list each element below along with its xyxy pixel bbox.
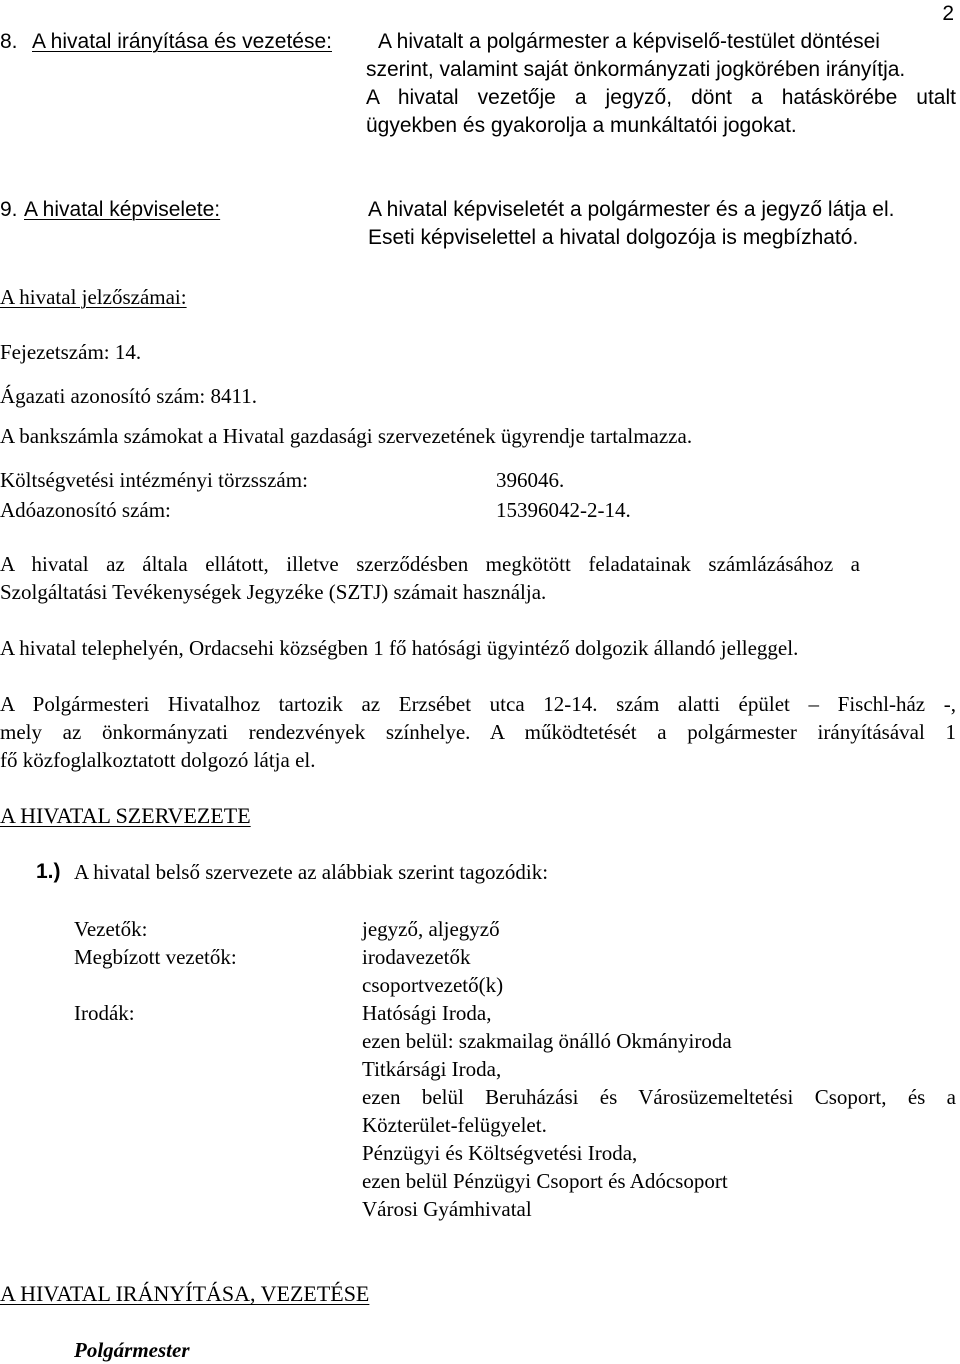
item-8-line-4: ügyekben és gyakorolja a munkáltatói jogokat. [366,114,797,137]
item-9-line-2: Eseti képviselettel a hivatal dolgozója is megbízható. [368,226,859,249]
item-8-line-2: szerint, valamint saját önkormányzati jogkörében irányítja. [366,58,906,81]
value-office-2: ezen belül: szakmailag önálló Okmányiroda [362,1029,732,1053]
value-leaders: jegyző, aljegyző [362,917,500,941]
sztj-line-1: A hivatal az általa ellátott, illetve szerződésben megkötött feladatainak számlázásához a [0,552,860,576]
value-office-6: Pénzügyi és Költségvetési Iroda, [362,1141,638,1165]
item-8-line-1: A hivatalt a polgármester a képviselő-testület döntései [378,30,880,53]
item-9-line-1: A hivatal képviseletét a polgármester és a jegyző látja el. [368,198,895,221]
tax-label: Adóazonosító szám: [0,498,171,522]
building-line-3: fő közfoglalkoztatott dolgozó látja el. [0,748,316,772]
point-text: A hivatal belső szervezete az alábbiak szerint tagozódik: [74,860,549,884]
value-office-3: Titkársági Iroda, [362,1057,502,1081]
item-9-title: A hivatal képviselete: [24,198,221,221]
label-offices: Irodák: [74,1001,135,1025]
label-delegated: Megbízott vezetők: [74,945,237,969]
site-paragraph: A hivatal telephelyén, Ordacsehi községben 1 fő hatósági ügyintéző dolgozik állandó jelleggel. [0,636,799,660]
sector-id: Ágazati azonosító szám: 8411. [0,384,257,408]
governance-heading: A HIVATAL IRÁNYÍTÁSA, VEZETÉSE [0,1281,370,1306]
bank-note: A bankszámla számokat a Hivatal gazdasági szervezetének ügyrendje tartalmazza. [0,424,693,448]
building-line-1: A Polgármesteri Hivatalhoz tartozik az Erzsébet utca 12-14. szám alatti épület – Fischl-ház -, [0,692,956,716]
point-number: 1.) [36,860,61,883]
building-line-2: mely az önkormányzati rendezvények színhelye. A működtetését a polgármester irányításával 1 [0,720,956,744]
value-office-5: Közterület-felügyelet. [362,1113,547,1137]
page-number: 2 [942,2,954,25]
tax-value: 15396042-2-14. [496,498,631,522]
sztj-line-2: Szolgáltatási Tevékenységek Jegyzéke (SZTJ) számait használja. [0,580,547,604]
structure-heading: A HIVATAL SZERVEZETE [0,803,251,828]
codes-heading: A hivatal jelzőszámai: [0,285,187,309]
item-8-line-3: A hivatal vezetője a jegyző, dönt a hatáskörébe utalt [366,86,956,109]
value-office-4: ezen belül Beruházási és Városüzemeltetési Csoport, és a [362,1085,956,1109]
governance-subheading: Polgármester [74,1338,190,1362]
item-9-number: 9. [0,198,18,221]
item-8-number: 8. [0,30,18,53]
value-office-7: ezen belül Pénzügyi Csoport és Adócsoport [362,1169,728,1193]
registry-value: 396046. [496,468,565,492]
value-office-1: Hatósági Iroda, [362,1001,492,1025]
value-office-8: Városi Gyámhivatal [362,1197,532,1221]
registry-label: Költségvetési intézményi törzsszám: [0,468,308,492]
label-leaders: Vezetők: [74,917,148,941]
chapter-number: Fejezetszám: 14. [0,340,142,364]
value-delegated-2: csoportvezető(k) [362,973,504,997]
item-8-title: A hivatal irányítása és vezetése: [32,30,332,53]
value-delegated-1: irodavezetők [362,945,471,969]
